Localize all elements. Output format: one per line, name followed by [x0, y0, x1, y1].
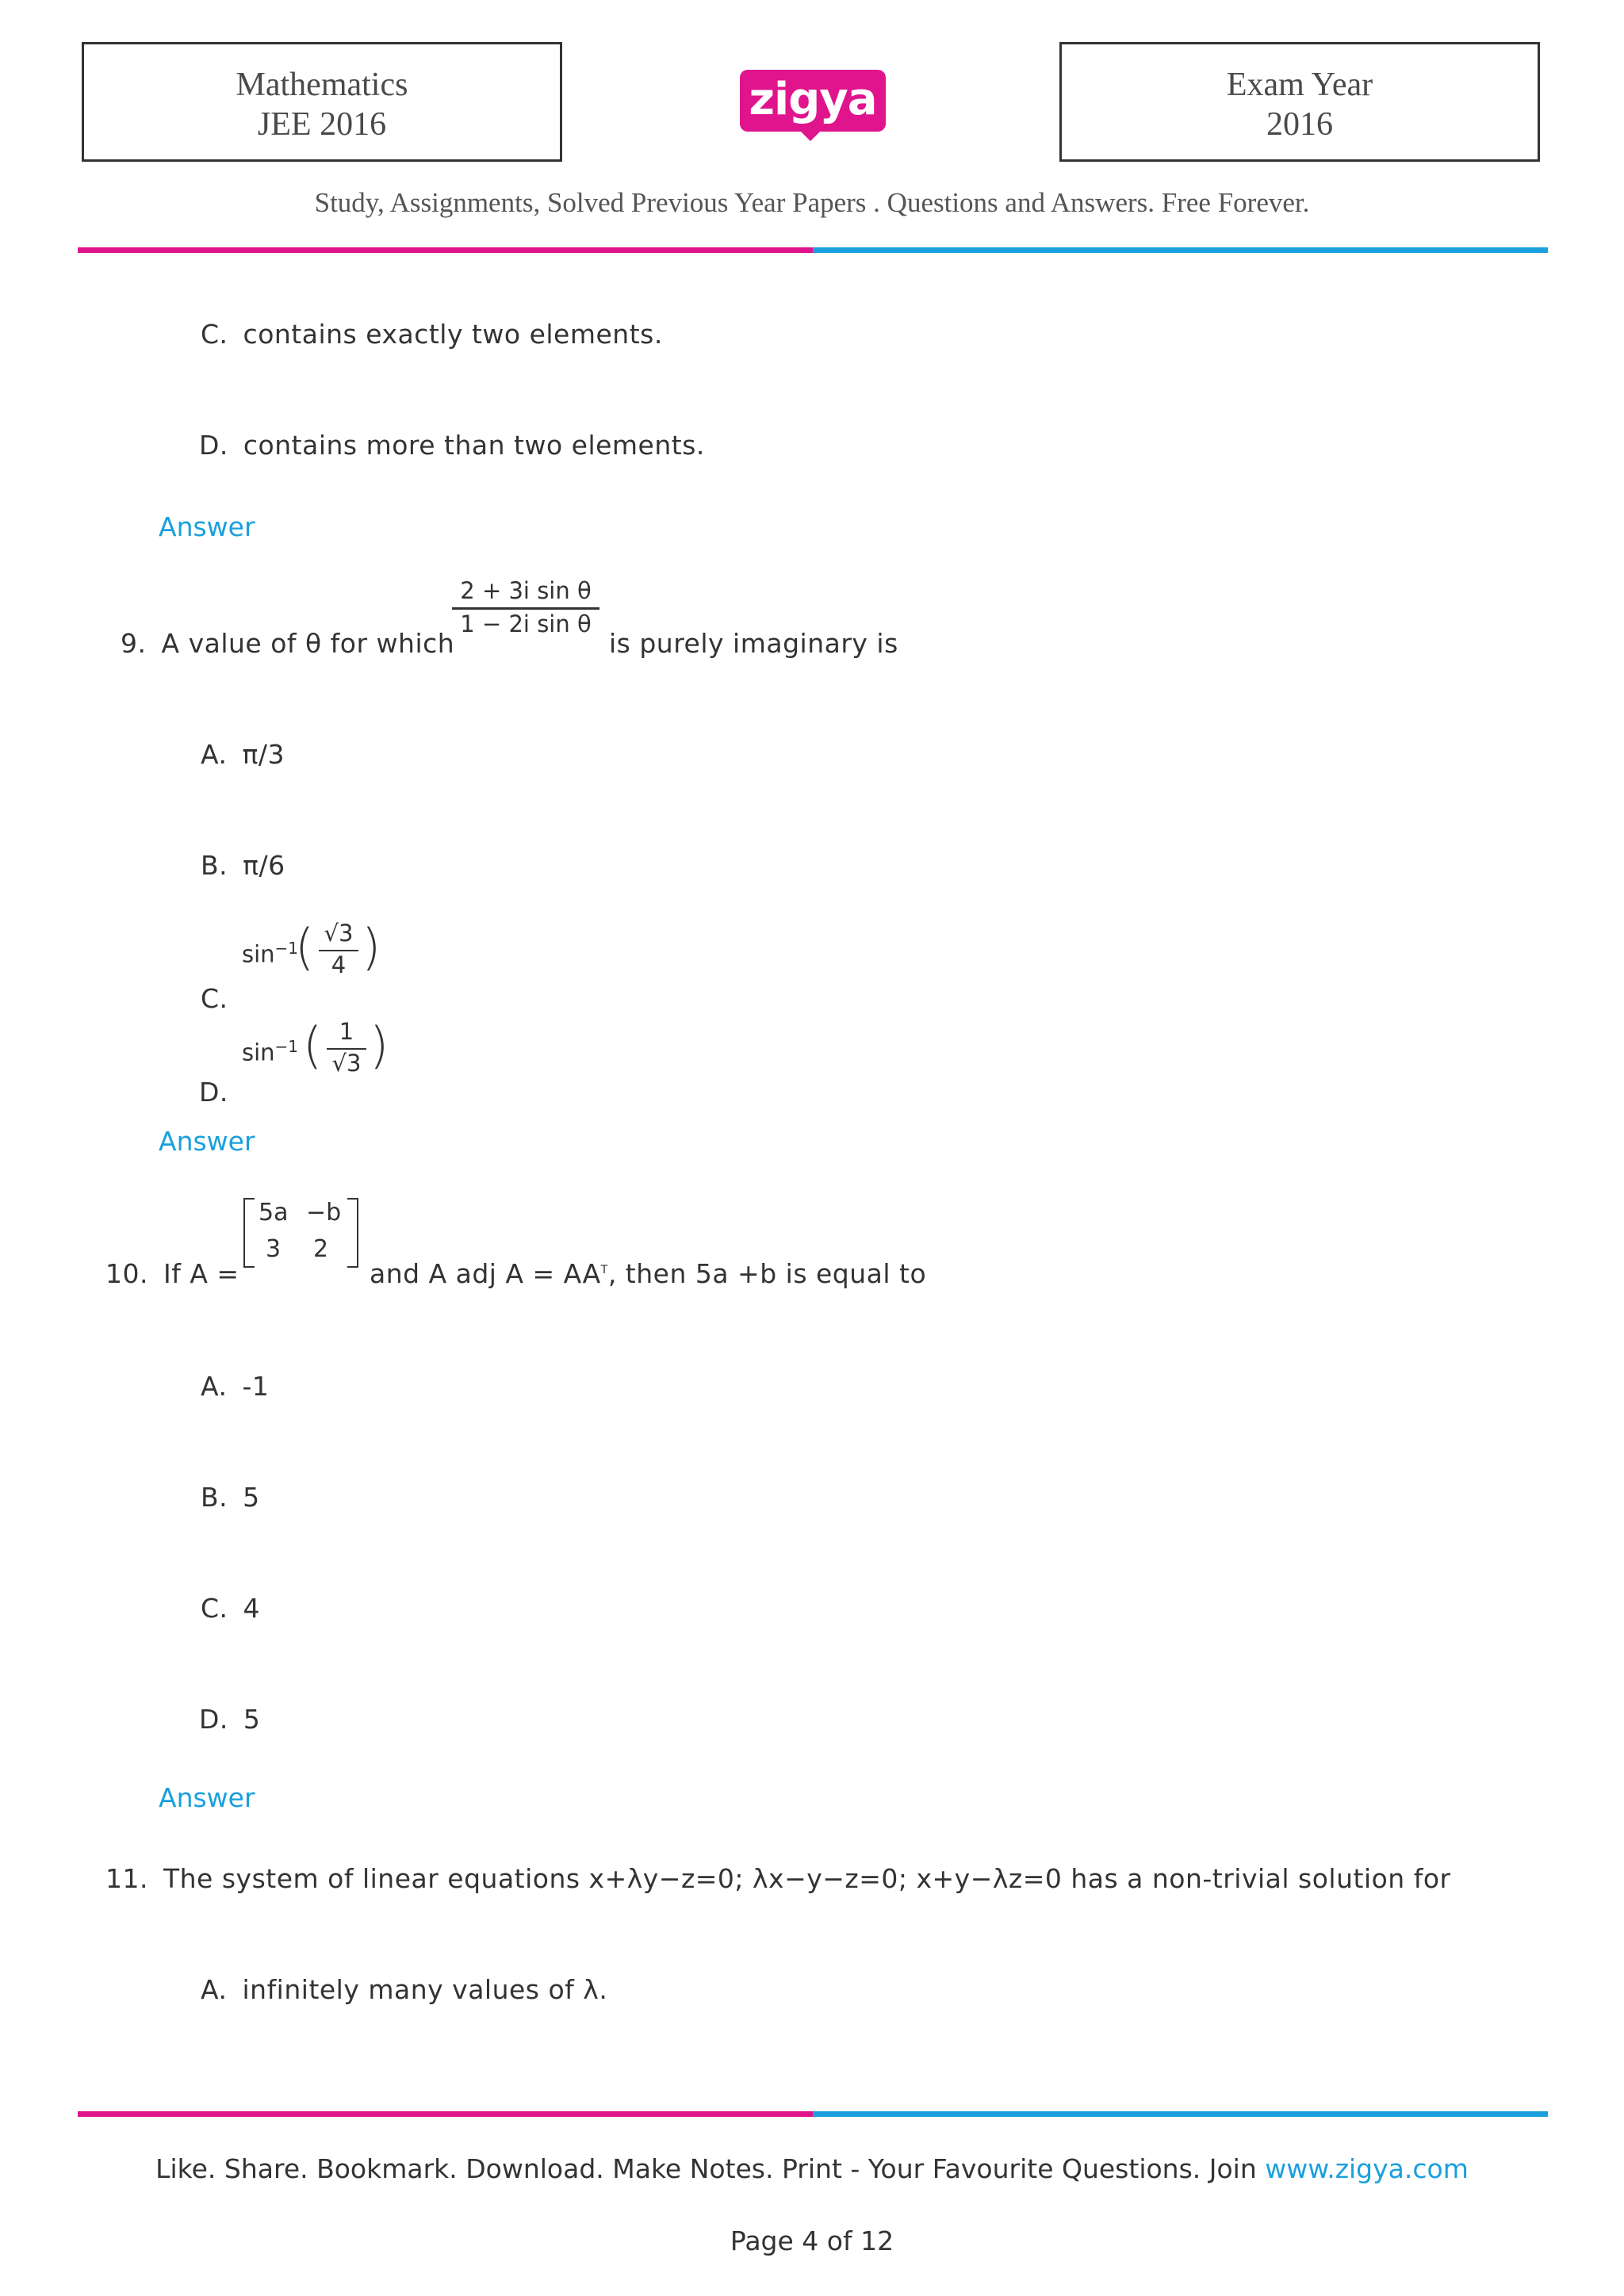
subject-box [82, 42, 562, 162]
paren-close: ) [362, 918, 381, 976]
q9-option-b[interactable] [201, 850, 285, 881]
option-text: contains more than two elements. [243, 430, 705, 461]
q9-stem [121, 628, 454, 659]
tagline: Study, Assignments, Solved Previous Year Papers . Questions and Answers. Free Forever. [314, 187, 1310, 218]
question-prefix: A value of θ for which [161, 628, 455, 659]
matrix-cell: 5a [259, 1199, 289, 1226]
option-letter: B. [201, 850, 228, 881]
exam-year-label: Exam Year [1226, 67, 1373, 103]
q10-option-c[interactable] [201, 1593, 260, 1624]
footer-text: Like. Share. Bookmark. Download. Make Notes. Print - Your Favourite Questions. Join www.zigya.com [155, 2153, 1469, 2184]
logo-speech-tail [799, 130, 822, 141]
option-text: π/3 [242, 739, 285, 770]
question-text: The system of linear equations x+λy−z=0; λx−y−z=0; x+y−λz=0 has a non-trivial solution for [163, 1863, 1451, 1894]
option-letter: D. [199, 1704, 228, 1735]
matrix-bracket-left [243, 1198, 255, 1268]
exam-year-box [1059, 42, 1540, 162]
zigya-link[interactable]: www.zigya.com [1265, 2153, 1469, 2184]
q9-option-a[interactable] [201, 739, 285, 770]
option-letter: A. [201, 1974, 228, 2005]
matrix-cell: 3 [266, 1235, 282, 1263]
q8-option-d[interactable] [199, 430, 705, 461]
question-number: 10. [105, 1258, 148, 1289]
paren-open: ( [295, 918, 315, 976]
option-text: 5 [243, 1482, 260, 1513]
option-text: contains exactly two elements. [243, 319, 663, 350]
fraction-numerator: √3 [324, 920, 354, 947]
option-letter: B. [201, 1482, 228, 1513]
fraction-numerator: 1 [339, 1018, 354, 1045]
paren-open: ( [303, 1016, 323, 1074]
q10-stem [105, 1258, 239, 1289]
header-divider [78, 247, 1548, 253]
option-text: -1 [242, 1371, 270, 1402]
q9-fraction-denominator: 1 − 2i sin θ [460, 610, 592, 637]
q10-suffix: and A adj $A = AA^T$, then 5a +b is equal to [370, 1258, 927, 1289]
fraction-denominator: √3 [331, 1050, 362, 1077]
q10-option-b[interactable] [201, 1482, 260, 1513]
option-letter: A. [201, 739, 228, 770]
option-text: 4 [243, 1593, 261, 1624]
q8-answer-link[interactable]: Answer [159, 511, 255, 542]
option-text: 5 [243, 1704, 261, 1735]
question-prefix: If A = [163, 1258, 239, 1289]
option-letter: D. [199, 430, 228, 461]
option-letter: C. [201, 983, 228, 1014]
question-number: 11. [105, 1863, 148, 1894]
exam-year-value: 2016 [1266, 106, 1333, 143]
page-number: Page 4 of 12 [730, 2225, 894, 2256]
option-letter: C. [201, 319, 228, 350]
zigya-logo[interactable]: zigya [740, 70, 886, 132]
q9-fraction-bar [452, 607, 599, 610]
matrix-cell: 2 [313, 1235, 329, 1263]
q11-option-a[interactable] [201, 1974, 607, 2005]
paren-close: ) [370, 1016, 389, 1074]
option-text: π/6 [243, 850, 285, 881]
sin-function: $\sin^{-1}$ [242, 1037, 299, 1066]
footer-divider [78, 2111, 1548, 2117]
fraction-denominator: 4 [331, 951, 347, 978]
q10-answer-link[interactable]: Answer [159, 1782, 255, 1813]
q8-option-c[interactable] [201, 319, 663, 350]
q11-stem [105, 1863, 1451, 1894]
q10-option-a[interactable] [201, 1371, 269, 1402]
option-letter: C. [201, 1593, 228, 1624]
question-number: 9. [121, 628, 147, 659]
q9-suffix: is purely imaginary is [609, 628, 898, 659]
q10-option-d[interactable] [199, 1704, 260, 1735]
sin-function: $\sin^{-1}$ [242, 939, 299, 968]
exam-label: JEE 2016 [257, 106, 387, 143]
option-text: infinitely many values of λ. [242, 1974, 608, 2005]
matrix-bracket-right [347, 1198, 358, 1268]
matrix-cell: −b [306, 1199, 342, 1226]
subject-label: Mathematics [236, 67, 408, 103]
option-letter: D. [199, 1077, 228, 1108]
q9-answer-link[interactable]: Answer [159, 1126, 255, 1157]
option-letter: A. [201, 1371, 228, 1402]
q9-fraction-numerator: 2 + 3i sin θ [460, 577, 592, 604]
